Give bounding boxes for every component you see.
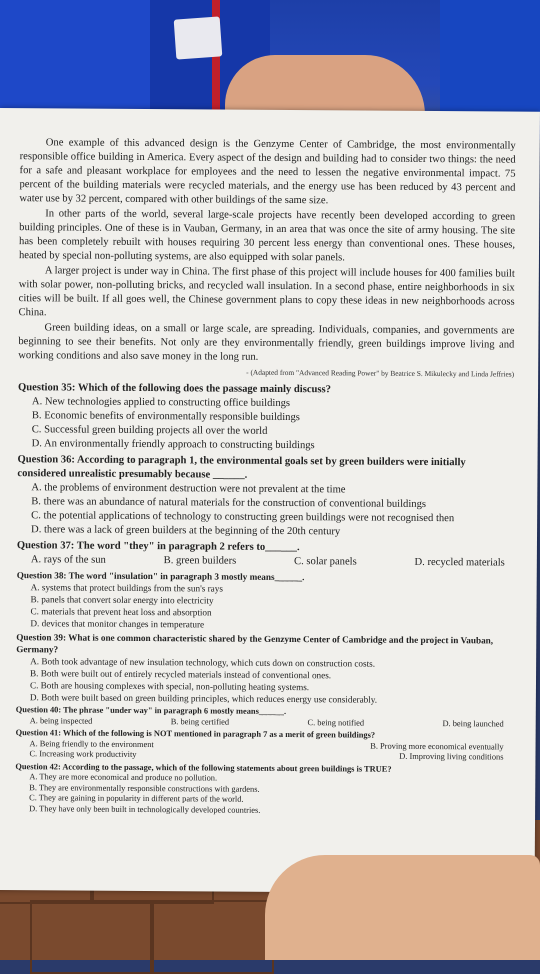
question-38-option-d[interactable]: D. devices that monitor changes in temperature	[30, 618, 205, 630]
question-42-option-c[interactable]: C. They are gaining in popularity in different parts of the world.	[29, 793, 244, 804]
question-42-option-a[interactable]: A. They are more economical and produce no pollution.	[29, 772, 218, 783]
question-38-option-b[interactable]: B. panels that convert solar energy into electricity	[30, 594, 214, 606]
question-42-option-d[interactable]: D. They have only been built in technologically developed countries.	[29, 803, 261, 815]
question-35-option-a[interactable]: A. New technologies applied to constructing office buildings	[31, 396, 291, 410]
passage-paragraph-3: A larger project is under way in China. The first phase of this project will include houses for 400 families built with solar power, non-polluting bricks, and recycled wall insulation. In a second phase, entire neighborhoods in six cities will be built. If all goes well, the Chinese government plans to copy these ideas in new neighborhoods across China.	[18, 265, 515, 319]
question-36-option-b[interactable]: B. there was an abundance of natural materials for the construction of conventional buildings	[31, 496, 427, 510]
exam-paper	[0, 108, 540, 894]
question-37-option-d[interactable]: D. recycled materials	[414, 556, 505, 569]
question-38-option-c[interactable]: C. materials that prevent heat loss and absorption	[30, 606, 212, 618]
question-42	[15, 762, 511, 818]
question-35-option-d[interactable]: D. An environmentally friendly approach to constructing buildings	[31, 438, 315, 452]
question-37-option-c[interactable]: C. solar panels	[294, 556, 357, 568]
question-35	[18, 381, 514, 454]
question-40	[16, 705, 512, 729]
question-41-option-d[interactable]: D. Improving living conditions	[399, 751, 504, 762]
question-41-option-c[interactable]: C. Increasing work productivity	[29, 749, 137, 759]
question-37-option-b[interactable]: B. green builders	[163, 555, 237, 567]
question-40-option-b[interactable]: B. being certified	[170, 716, 230, 727]
question-40-option-d[interactable]: D. being launched	[442, 718, 504, 729]
question-39-option-c[interactable]: C. Both are housing complexes with special, non-polluting heating systems.	[29, 680, 310, 693]
question-38-stem: Question 38: The word "insulation" in paragraph 3 mostly means______.	[16, 570, 305, 583]
question-37	[17, 539, 513, 570]
thumb-bottom	[265, 855, 540, 960]
question-35-option-b[interactable]: B. Economic benefits of environmentally responsible buildings	[31, 410, 300, 424]
exam-content	[15, 136, 516, 817]
question-41	[15, 728, 511, 763]
question-39	[16, 631, 512, 706]
question-42-option-b[interactable]: B. They are environmentally responsible constructions with gardens.	[29, 782, 260, 794]
question-40-option-c[interactable]: C. being notified	[307, 717, 365, 728]
question-37-stem: Question 37: The word "they" in paragraph 2 refers to______.	[16, 540, 300, 554]
question-35-option-c[interactable]: C. Successful green building projects all over the world	[31, 424, 268, 437]
question-36-stem: Question 36: According to paragraph 1, the environmental goals set by green builders were initially considered unrealistic presumably because ______.	[17, 454, 466, 481]
question-41-option-b[interactable]: B. Proving more economical eventually	[370, 741, 504, 752]
question-39-stem: Question 39: What is one common characteristic shared by the Genzyme Center of Cambridge and the project in Vauban, Germany?	[16, 632, 494, 655]
question-39-option-b[interactable]: B. Both were built out of entirely recycled materials instead of conventional ones.	[30, 668, 332, 681]
question-40-option-a[interactable]: A. being inspected	[29, 715, 93, 726]
question-36-option-a[interactable]: A. the problems of environment destruction were not prevalent at the time	[31, 482, 346, 496]
question-36-option-c[interactable]: C. the potential applications of technology to constructing green buildings were not recognised then	[31, 510, 455, 525]
question-42-stem: Question 42: According to the passage, which of the following statements about green buildings is TRUE?	[15, 761, 392, 774]
passage-paragraph-4: Green building ideas, on a small or large scale, are spreading. Individuals, companies, and governments are beginning to see their benefits. Not only are they environmentally friendly, green buildings improve living and working conditions and also save money in the long run.	[18, 322, 515, 363]
question-39-option-a[interactable]: A. Both took advantage of new insulation technology, which cuts down on construction costs.	[30, 656, 376, 669]
question-36	[17, 453, 514, 540]
question-41-option-a[interactable]: A. Being friendly to the environment	[29, 738, 154, 749]
question-37-option-a[interactable]: A. rays of the sun	[30, 554, 106, 566]
shirt-badge-logo	[174, 16, 223, 59]
passage-source: - (Adapted from "Advanced Reading Power" by Beatrice S. Mikulecky and Linda Jeffries)	[246, 367, 515, 379]
question-39-option-d[interactable]: D. Both were built based on green building principles, which reduces energy use considerably.	[29, 692, 378, 705]
passage-paragraph-1: One example of this advanced design is the Genzyme Center of Cambridge, the most environmentally responsible office building in America. Every aspect of the design and building had to consider two things: the need for a safe and pleasant workplace for employees and the need to lessen the negative environmental impact. 75 percent of the building materials were recycled materials, and the energy use has been reduced by 43 percent and water use by 32 percent, compared with other buildings of the same size.	[19, 137, 516, 207]
passage-paragraph-2: In other parts of the world, several large-scale projects have recently been developed according to green building principles. One of these is in Vauban, Germany, in an area that was once the site of army housing. The site has been completely rebuilt with houses requiring 30 percent less energy than conventional ones. These houses, heated by special non-polluting systems, are also equipped with solar panels.	[18, 208, 516, 264]
question-36-option-d[interactable]: D. there was a lack of green builders at the beginning of the 20th century	[31, 524, 341, 538]
question-41-stem: Question 41: Which of the following is NOT mentioned in paragraph 7 as a merit of green buildings?	[15, 728, 376, 740]
question-35-stem: Question 35: Which of the following does the passage mainly discuss?	[18, 382, 332, 396]
question-38	[16, 569, 512, 632]
question-40-stem: Question 40: The phrase "under way" in paragraph 6 mostly means______.	[15, 705, 287, 717]
question-38-option-a[interactable]: A. systems that protect buildings from the sun's rays	[30, 582, 223, 594]
